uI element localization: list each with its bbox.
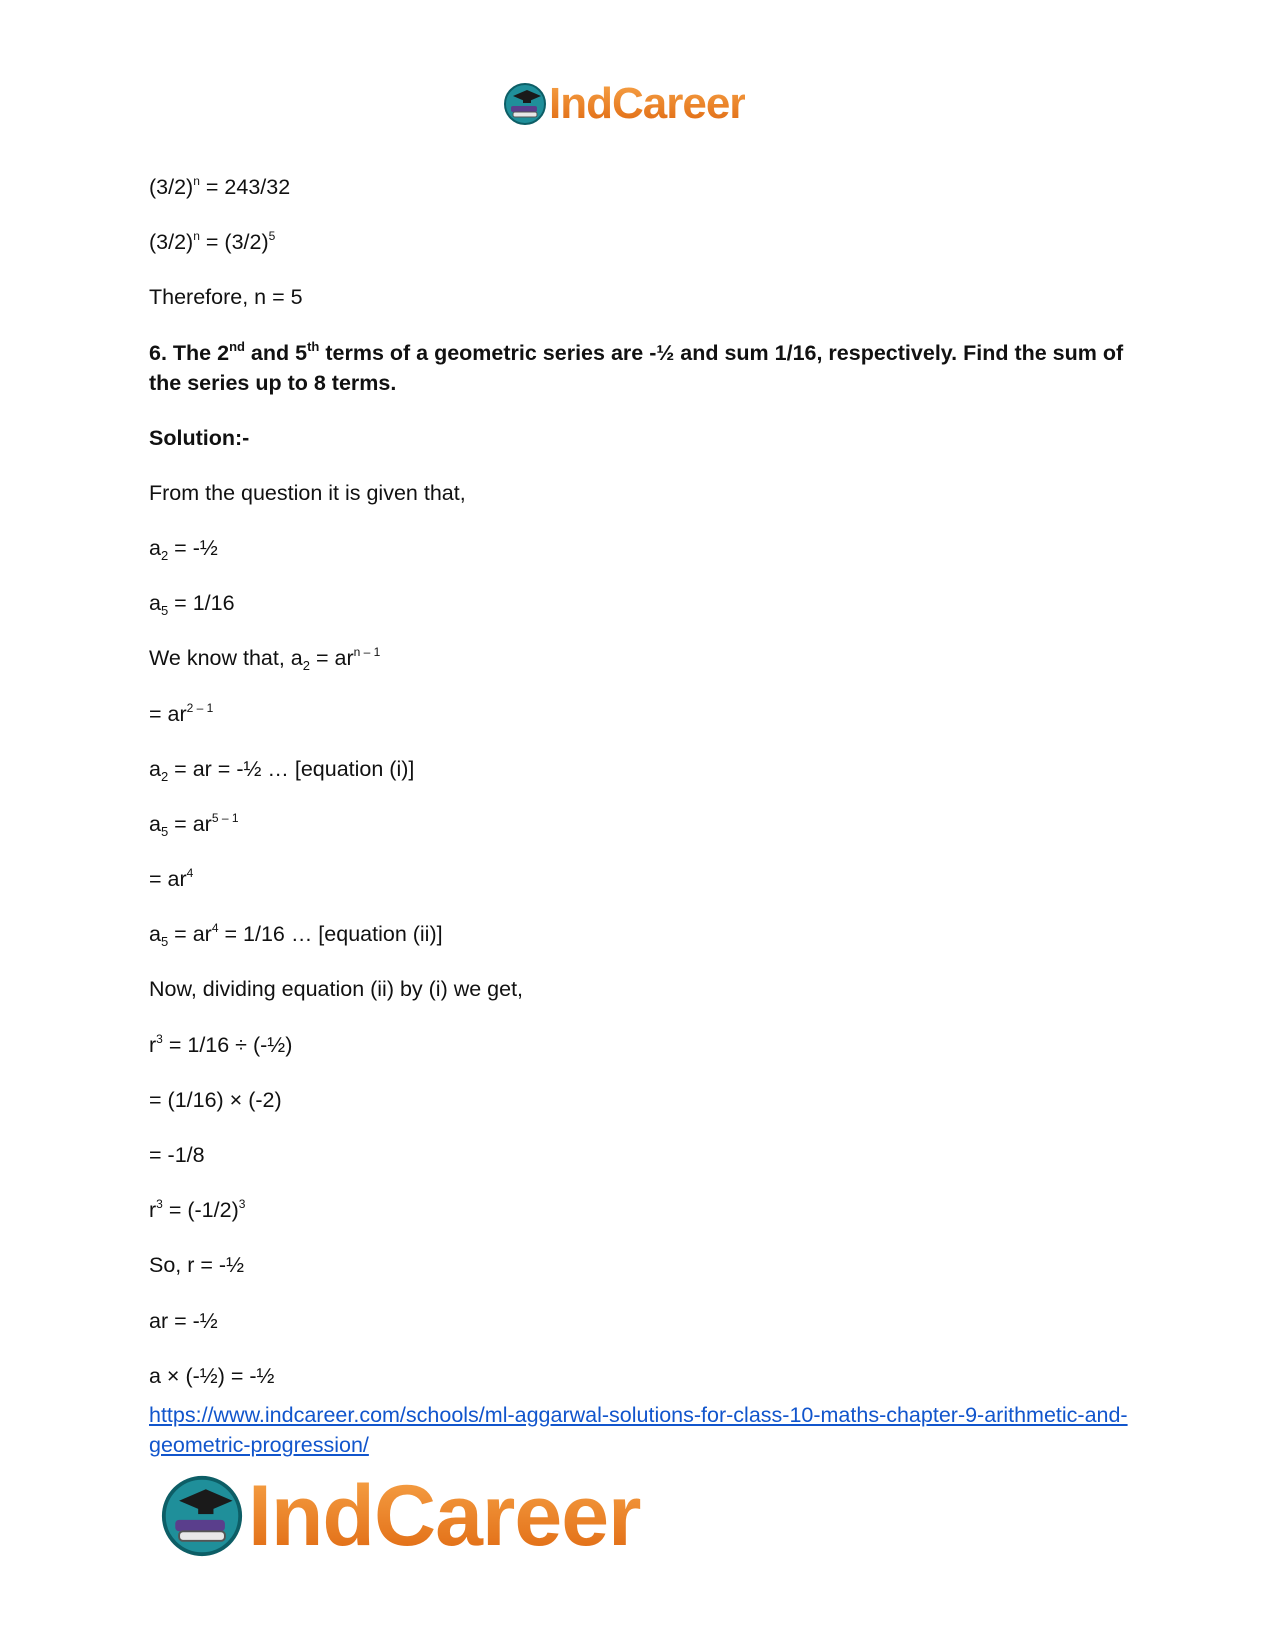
footer-logo [160,1470,641,1562]
text-line: So, r = -½ [149,1253,244,1278]
text-line: = $ar^4$ [149,866,194,892]
text-line: $a_5 = ar^4 = 1/16$ … [equation (ii)] [149,921,443,950]
text-line: From the question it is given that, [149,480,466,505]
book-globe-icon [503,82,547,126]
book-globe-icon [160,1474,244,1558]
source-link[interactable]: https://www.indcareer.com/schools/ml-aggarwal-solutions-for-class-10-maths-chapter-9-arithmetic-and-geometric-progression/ [149,1403,1128,1457]
solution-label: Solution:- [149,425,250,450]
text-line: = $ar^{2 - 1}$ [149,700,214,726]
text-line: $(3/2)^n = 243/32$ [149,174,291,199]
text-line: = (1/16) × (-2) [149,1087,282,1112]
text-line: $a_2$ = ar = -½ … [equation (i)] [149,756,415,784]
text-line: $(3/2)^n = (3/2)^5$ [149,229,276,255]
text-line: $a_2$ = -½ [149,535,218,563]
text-line: a × (-½) = -½ [149,1363,275,1388]
text-line: $a_5 = 1/16$ [149,591,235,619]
text-line: $r^3 = 1/16$ ÷ (-½) [149,1031,293,1057]
brand-wordmark: IndCareer [549,79,746,128]
brand-wordmark: IndCareer [248,1468,641,1564]
text-line: = -1/8 [149,1143,205,1167]
document-body [149,172,1129,1416]
text-line: ar = -½ [149,1308,218,1333]
text-line: Now, dividing equation (ii) by (i) we get, [149,977,524,1002]
text-line: $r^3 = (-1/2)^3$ [149,1197,246,1223]
text-line: $a_5 = ar^{5 - 1}$ [149,810,239,839]
header-logo [503,78,745,130]
text-line: We know that, $a_2 = ar^{n - 1}$ [149,645,381,674]
question-6: 6. The 2nd and 5th terms of a geometric series are -½ and sum 1/16, respectively. Find the sum of the series up to 8 terms. [149,338,1124,395]
text-line: Therefore, n = 5 [149,285,303,310]
